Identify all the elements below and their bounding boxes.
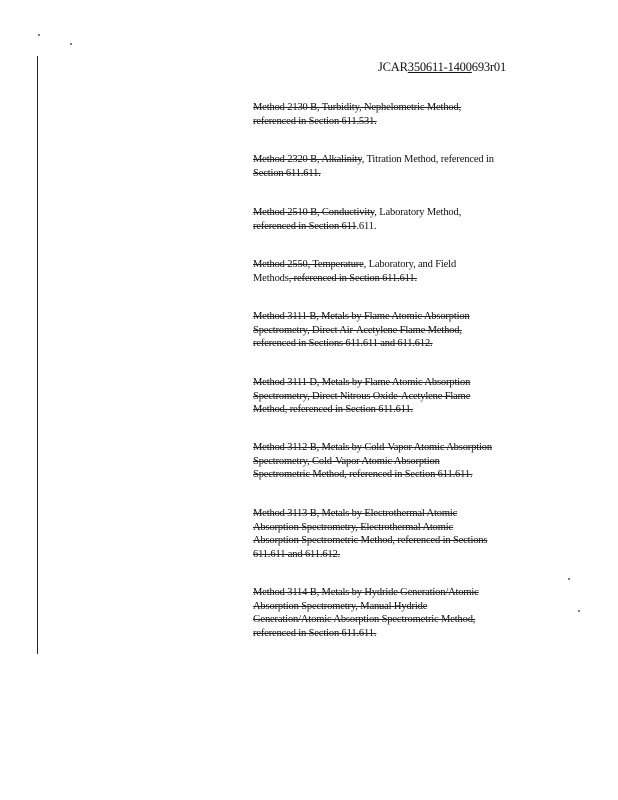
doc-id-underlined: 350611-1400 [407, 60, 472, 74]
deleted-text: Absorption Spectrometry, Electrothermal Atomic [253, 521, 454, 533]
deleted-text: Spectrometry, Direct Nitrous Oxide-Acetylene Flame [253, 390, 471, 402]
deleted-text: referenced in Sections 611.611 and 611.612. [253, 338, 433, 349]
entry-line [253, 115, 553, 129]
deleted-text: Spectrometry, Direct Air-Acetylene Flame Method, [253, 324, 462, 336]
deleted-text: , referenced in Section 611.611. [288, 272, 417, 284]
retained-text: .611. [356, 220, 377, 232]
method-entry [253, 153, 553, 180]
entry-line [253, 455, 553, 469]
scan-speck [568, 578, 570, 580]
entry-line [253, 206, 553, 220]
deleted-text: Absorption Spectrometric Method, referenced in Sections [253, 535, 488, 546]
deleted-text: Method, referenced in Section 611.611. [253, 404, 414, 415]
deleted-text: Method 3113 B, Metals by Electrothermal Atomic [253, 508, 458, 519]
scan-speck [38, 34, 40, 36]
entry-line [253, 586, 553, 600]
doc-id-prefix: JCAR [378, 60, 408, 74]
entry-line [253, 258, 553, 272]
entry-line [253, 324, 553, 338]
method-entry [253, 376, 553, 417]
method-entry [253, 586, 553, 640]
entry-line [253, 627, 553, 641]
entry-line [253, 403, 553, 417]
entry-line [253, 337, 553, 351]
entry-line [253, 167, 553, 181]
method-entry [253, 310, 553, 351]
entry-line [253, 272, 553, 286]
entry-line [253, 441, 553, 455]
deleted-text: referenced in Section 611 [253, 220, 357, 232]
deleted-text: Method 3111 B, Metals by Flame Atomic Absorption [253, 311, 470, 322]
scan-speck [70, 43, 72, 45]
deleted-text: Method 2130 B, Turbidity, Nephelometric Method, [253, 102, 462, 113]
entry-line [253, 468, 553, 482]
deleted-text: Method 3112 B, Metals by Cold-Vapor Atomic Absorption [253, 442, 492, 453]
doc-id-suffix: 693r01 [471, 60, 506, 74]
method-entry [253, 258, 553, 285]
deleted-text: Section 611.611. [253, 167, 321, 179]
deleted-text: Method 2320 B, Alkalinity [253, 154, 362, 165]
entry-line [253, 507, 553, 521]
retained-text: , Laboratory, and Field [363, 259, 457, 270]
entry-line [253, 390, 553, 404]
deleted-text: 611.611 and 611.612. [253, 548, 341, 560]
entry-line [253, 521, 553, 535]
document-identifier [378, 60, 506, 75]
scan-speck [578, 610, 580, 612]
method-entry [253, 507, 553, 561]
retained-text: , Laboratory Method, [374, 207, 462, 218]
deleted-text: Absorption Spectrometry, Manual Hydride [253, 600, 428, 612]
entry-line [253, 534, 553, 548]
method-entry [253, 441, 553, 482]
deleted-text: Method 3114 B, Metals by Hydride Generation/Atomic [253, 587, 479, 598]
change-bar-margin-line [37, 56, 38, 654]
deleted-text: Method 2550, Temperature [253, 259, 364, 270]
method-entry [253, 101, 553, 128]
entry-line [253, 101, 553, 115]
entry-line [253, 376, 553, 390]
deleted-text: Spectrometric Method, referenced in Section 611.611. [253, 469, 473, 480]
entry-line [253, 613, 553, 627]
entry-line [253, 310, 553, 324]
method-entry [253, 206, 553, 233]
entry-line [253, 600, 553, 614]
deleted-text: Generation/Atomic Absorption Spectrometric Method, [253, 614, 476, 625]
retained-text: , Titration Method, referenced in [361, 154, 494, 165]
deleted-text: Spectrometry, Cold-Vapor Atomic Absorption [253, 455, 440, 467]
deleted-text: Method 2510 B, Conductivity [253, 207, 375, 218]
deleted-text: referenced in Section 611.611. [253, 627, 377, 639]
entry-line [253, 548, 553, 562]
deleted-text: Method 3111 D, Metals by Flame Atomic Absorption [253, 377, 471, 388]
deleted-text: referenced in Section 611.531. [253, 115, 377, 127]
entry-line [253, 220, 553, 234]
entry-line [253, 153, 553, 167]
retained-text: Methods [253, 272, 289, 284]
